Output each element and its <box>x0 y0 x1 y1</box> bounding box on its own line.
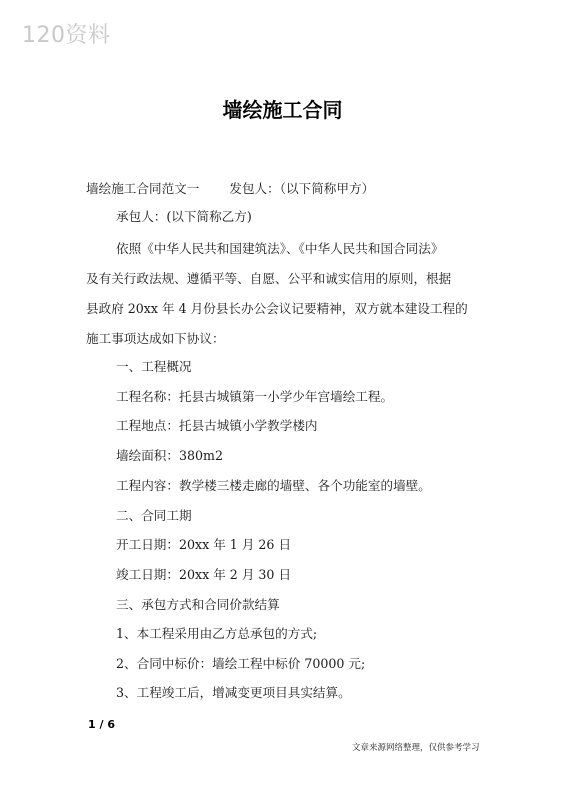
paragraph-line: 及有关行政法规、遵循平等、自愿、公平和诚实信用的原则，根据 <box>86 271 452 286</box>
employer-label: 发包人：（以下简称甲方） <box>229 181 375 196</box>
watermark-logo: 120资料 <box>22 23 111 48</box>
project-location: 工程地点：托县古城镇小学教学楼内 <box>116 418 318 433</box>
clause-1: 1、本工程采用由乙方总承包的方式; <box>116 626 318 641</box>
intro-line <box>86 178 374 197</box>
completion-date: 竣工日期：20xx 年 2 月 30 日 <box>116 567 292 582</box>
preamble-paragraph <box>86 234 484 354</box>
start-date: 开工日期：20xx 年 1 月 26 日 <box>116 537 292 552</box>
mural-area: 墙绘面积：380m2 <box>116 448 223 463</box>
project-name: 工程名称：托县古城镇第一小学少年宫墙绘工程。 <box>116 389 394 404</box>
page-number: 1 / 6 <box>88 718 115 731</box>
clause-2: 2、合同中标价：墙绘工程中标价 70000 元; <box>116 656 366 671</box>
section-heading-overview: 一、工程概况 <box>116 359 192 374</box>
section-heading-duration: 二、合同工期 <box>116 508 192 523</box>
paragraph-line: 县政府 20xx 年 4 月份县长办公会议记要精神，双方就本建设工程的 <box>86 301 468 316</box>
paragraph-line: 施工事项达成如下协议： <box>86 331 225 346</box>
contract-sample-label: 墙绘施工合同范文一 <box>86 181 200 196</box>
document-title: 墙绘施工合同 <box>222 98 343 122</box>
source-note: 文章来源网络整理，仅供参考学习 <box>352 743 480 753</box>
section-heading-settlement: 三、承包方式和合同价款结算 <box>116 597 280 612</box>
contractor-label: 承包人：(以下简称乙方) <box>116 209 252 224</box>
paragraph-line: 依照《中华人民共和国建筑法》、《中华人民共和国合同法》 <box>116 241 444 256</box>
clause-3: 3、工程竣工后，增减变更项目具实结算。 <box>116 685 351 700</box>
project-content: 工程内容：教学楼三楼走廊的墙壁、各个功能室的墙壁。 <box>116 478 431 493</box>
